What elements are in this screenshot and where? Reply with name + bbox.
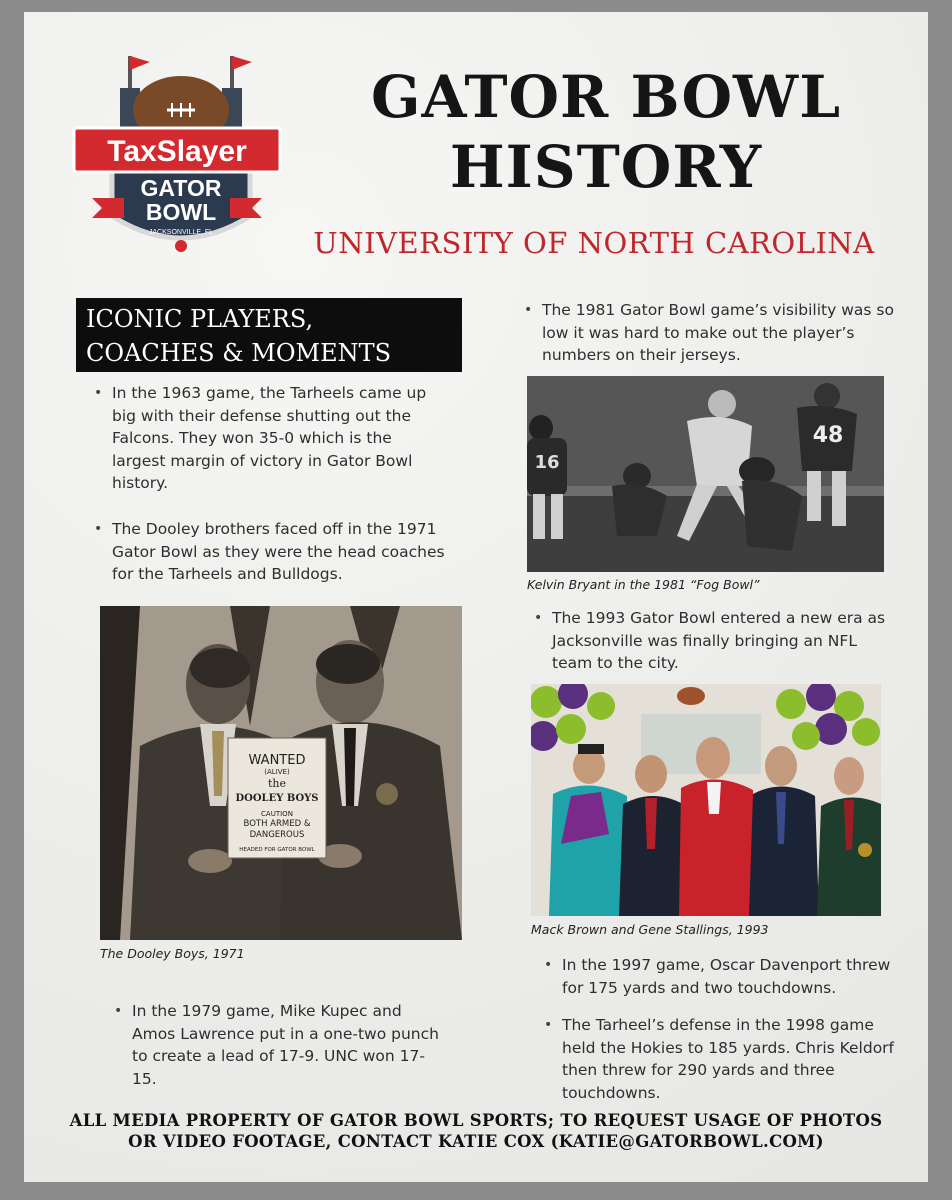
title-line-2: HISTORY [449, 133, 763, 201]
sign-caution: CAUTION [261, 810, 293, 818]
logo-gator-text: GATOR [140, 175, 222, 201]
footer-line-1: ALL MEDIA PROPERTY OF GATOR BOWL SPORTS; TO REQUEST USAGE OF PHOTOS [69, 1111, 883, 1130]
bullet-1998-defense: • The Tarheel’s defense in the 1998 game held the Hokies to 185 yards. Chris Keldorf then threw for 290 yards and three touchdowns. [540, 1014, 908, 1104]
footer-line-2: OR VIDEO FOOTAGE, CONTACT KATIE COX (KATIE@GATORBOWL.COM) [128, 1132, 824, 1151]
logo-location-text: JACKSONVILLE, FL [148, 229, 214, 236]
sign-dooley-boys: DOOLEY BOYS [235, 793, 319, 804]
caption-fog-bowl: Kelvin Bryant in the 1981 “Fog Bowl” [527, 577, 760, 592]
jersey-number-48: 48 [812, 423, 844, 448]
caption-mack-brown: Mack Brown and Gene Stallings, 1993 [531, 922, 769, 937]
section-heading-line-1: ICONIC PLAYERS, [86, 305, 314, 333]
bullet-1993-game: • The 1993 Gator Bowl entered a new era as Jacksonville was finally bringing an NFL team to the city. [530, 607, 890, 675]
bullet-1963-game: • In the 1963 game, the Tarheels came up big with their defense shutting out the Falcons. They won 35-0 which is the largest margin of victory in Gator Bowl history. [90, 382, 450, 495]
bullet-dooley-brothers: • The Dooley brothers faced off in the 1971 Gator Bowl as they were the head coaches for the Tarheels and Bulldogs. [90, 518, 460, 586]
caption-dooley-boys: The Dooley Boys, 1971 [100, 946, 245, 961]
flyer-page [24, 12, 928, 1182]
fog-bowl-photo [527, 376, 884, 572]
mack-brown-photo [531, 684, 881, 916]
sign-dangerous: DANGEROUS [249, 830, 305, 840]
page-subtitle: UNIVERSITY OF NORTH CAROLINA [313, 226, 875, 260]
jersey-number-16: 16 [534, 452, 560, 473]
bullet-1981-visibility: • The 1981 Gator Bowl game’s visibility was so low it was hard to make out the player’s numbers on their jerseys. [520, 299, 900, 367]
taxslayer-gator-bowl-logo [72, 48, 282, 262]
title-line-1: GATOR BOWL [371, 63, 841, 131]
logo-brand-text: TaxSlayer [107, 135, 247, 168]
section-heading-line-2: COACHES & MOMENTS [86, 339, 392, 367]
dooley-boys-photo [100, 606, 462, 940]
section-heading [76, 298, 462, 372]
page-title [306, 62, 906, 202]
bullet-1979-game: • In the 1979 game, Mike Kupec and Amos Lawrence put in a one-two punch to create a lead of 17-9. UNC won 17-15. [110, 1000, 440, 1090]
sign-headed: HEADED FOR GATOR BOWL [239, 847, 315, 853]
logo-bowl-text: BOWL [145, 199, 217, 225]
sign-wanted: WANTED [248, 753, 306, 768]
bullet-1997-game: • In the 1997 game, Oscar Davenport threw for 175 yards and two touchdowns. [540, 954, 910, 999]
sign-armed: BOTH ARMED & [243, 819, 311, 829]
sign-the: the [267, 777, 287, 790]
footer-notice [44, 1110, 908, 1152]
sign-alive: (ALIVE) [264, 768, 290, 776]
